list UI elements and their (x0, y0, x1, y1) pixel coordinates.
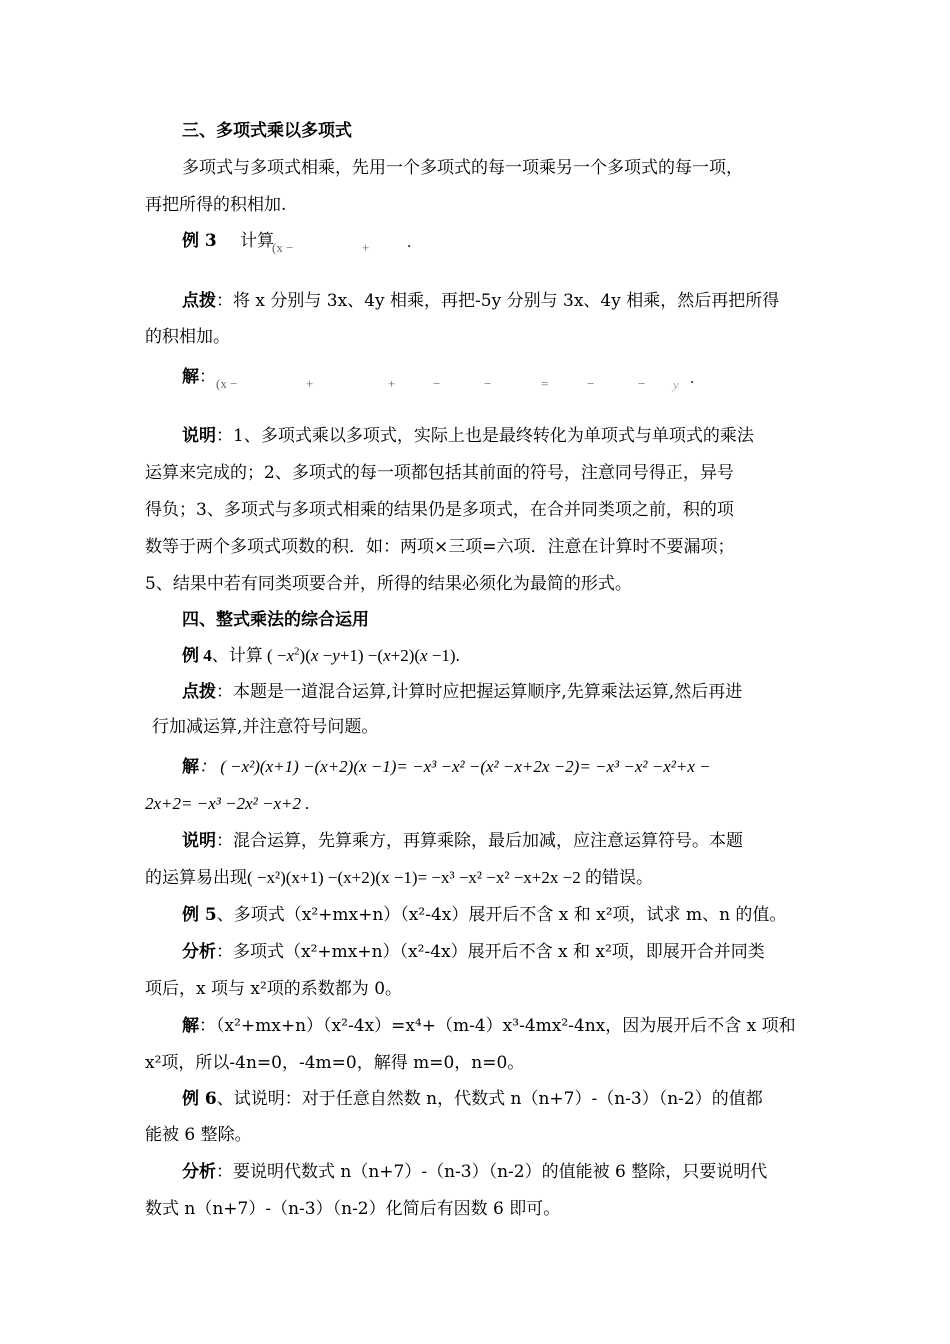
example5-sol-label: 解 (182, 1016, 199, 1036)
example3-note-line2: 运算来完成的；2、多项式的每一项都包括其前面的符号，注意同号得正，异号 (145, 463, 734, 483)
example4-label: 例 4 (182, 646, 212, 665)
example5-line1 (182, 904, 786, 926)
example6-text1: 、试说明：对于任意自然数 n，代数式 n（n+7）-（n-3）（n-2）的值都 (216, 1089, 763, 1109)
example3-hint-line1 (182, 290, 779, 312)
example3-note-label: 说明 (182, 426, 216, 446)
example3-sol-frag-0: (x − (216, 376, 238, 391)
example6-analysis-line1 (182, 1161, 767, 1183)
example4-y: y (332, 646, 340, 665)
example4-sol-label: 解 (182, 757, 199, 776)
example4-note-label: 说明 (182, 831, 216, 851)
section3-rule-line2: 再把所得的积相加. (145, 195, 287, 215)
example3-note-line1 (182, 425, 754, 447)
example6-analysis-label: 分析 (182, 1162, 216, 1182)
section4-heading: 四、整式乘法的综合运用 (182, 610, 369, 630)
example3-sol-frag-7: − (638, 376, 646, 391)
example4-line (182, 645, 460, 667)
example5-sol-line1 (182, 1015, 796, 1037)
example4-x3: x (383, 646, 391, 665)
example6-analysis-text1: ：要说明代数式 n（n+7）-（n-3）（n-2）的值能被 6 整除，只要说明代 (216, 1162, 768, 1182)
example4-p4: +1) −( (339, 646, 384, 665)
example3-label: 例 3 (182, 231, 217, 251)
example4-note-text1: ：混合运算，先算乘方，再算乘除，最后加减，应注意运算符号。本题 (216, 831, 743, 851)
example4-p3: − (318, 646, 333, 665)
example3-hint-label: 点拨 (182, 291, 216, 311)
example4-p2: )( (299, 646, 311, 665)
example5-analysis-text1: ：多项式（x²+mx+n）（x²-4x）展开后不含 x 和 x²项，即展开合并同类 (216, 942, 765, 962)
example3-solution-line (182, 366, 216, 388)
section3-heading: 三、多项式乘以多项式 (182, 121, 352, 141)
example3-sol-frag-9: . (690, 368, 695, 387)
example3-sol-label: 解 (182, 367, 199, 387)
example4-note-line1 (182, 830, 743, 852)
example3-hint-line2: 的积相加。 (145, 327, 230, 347)
example3-note-line4: 数等于两个多项式项数的积．如：两项×三项=六项．注意在计算时不要漏项； (145, 537, 735, 557)
example6-label: 例 6 (182, 1089, 217, 1109)
example4-x4: x (420, 646, 428, 665)
example5-text1: 、多项式（x²+mx+n）（x²-4x）展开后不含 x 和 x²项，试求 m、n 的值。 (216, 905, 787, 925)
example5-analysis-label: 分析 (182, 942, 216, 962)
example3-sol-frag-2: + (388, 376, 396, 391)
example4-p1: ( − (262, 646, 287, 665)
example4-hint-label: 点拨 (182, 682, 216, 702)
example4-p6: −1). (427, 646, 460, 665)
example3-sol-frag-3: − (433, 376, 441, 391)
example3-note-text1: ：1、多项式乘以多项式，实际上也是最终转化为单项式与单项式的乘法 (216, 426, 754, 446)
example4-hint-text1: ：本题是一道混合运算,计算时应把握运算顺序,先算乘法运算,然后再进 (216, 682, 743, 702)
example3-sol-frag-1: + (306, 376, 314, 391)
example4-x1: x (286, 646, 295, 665)
example4-sol-text1: ： ( −x²)(x+1) −(x+2)(x −1)= −x³ −x² −(x² −x+2x −2)= −x³ −x² −x²+x − (199, 757, 711, 776)
section3-rule-line1: 多项式与多项式相乘，先用一个多项式的每一项乘另一个多项式的每一项， (182, 158, 743, 178)
example3-text: 计算 (240, 231, 275, 251)
example5-analysis-line1 (182, 941, 765, 963)
example4-note-line2: 的运算易出现( −x²)(x+1) −(x+2)(x −1)= −x³ −x² −x² −x+2x −2 的错误。 (145, 868, 653, 887)
example3-formula-frag-2: . (407, 232, 412, 251)
example4-text: 、计算 (211, 646, 263, 665)
example3-formula-frag-1: + (362, 240, 370, 255)
example3-sol-frag-5: = (541, 376, 549, 391)
example3-sol-frag-4: − (484, 376, 492, 391)
example6-line2: 能被 6 整除。 (145, 1125, 252, 1145)
example3-sol-frag-6: − (587, 376, 595, 391)
example5-sol-text1: ：（x²+mx+n）（x²-4x）=x⁴+（m-4）x³-4mx²-4nx，因为展开后不含 x 项和 (199, 1016, 796, 1036)
example3-note-line5: 5、结果中若有同类项要合并，所得的结果必须化为最简的形式。 (145, 574, 632, 594)
example4-p5: +2)( (390, 646, 421, 665)
example3-line (182, 230, 274, 252)
example5-label: 例 5 (182, 905, 217, 925)
example3-note-line3: 得负；3、多项式与多项式相乘的结果仍是多项式，在合并同类项之前，积的项 (145, 500, 734, 520)
example5-sol-line2: x²项，所以-4n=0，-4m=0，解得 m=0，n=0。 (145, 1053, 525, 1073)
example3-formula-frag-0: (x − (272, 240, 294, 255)
example3-sol-colon: ： (199, 367, 216, 387)
example6-analysis-line2: 数式 n（n+7）-（n-3）（n-2）化简后有因数 6 即可。 (145, 1199, 561, 1219)
example5-analysis-line2: 项后，x 项与 x²项的系数都为 0。 (145, 979, 403, 999)
example4-sol-line1 (182, 756, 711, 778)
example4-sup2: 2 (294, 645, 300, 658)
example4-hint-line2: 行加减运算,并注意符号问题。 (152, 717, 379, 737)
example3-sol-frag-8: y (673, 377, 679, 392)
example4-hint-line1 (182, 681, 742, 703)
example4-x2: x (310, 646, 319, 665)
example3-hint-text1: ：将 x 分别与 3x、4y 相乘，再把-5y 分别与 3x、4y 相乘，然后再把所得 (216, 291, 780, 311)
example6-line1 (182, 1088, 763, 1110)
example4-sol-line2: 2x+2= −x³ −2x² −x+2 . (145, 794, 310, 813)
